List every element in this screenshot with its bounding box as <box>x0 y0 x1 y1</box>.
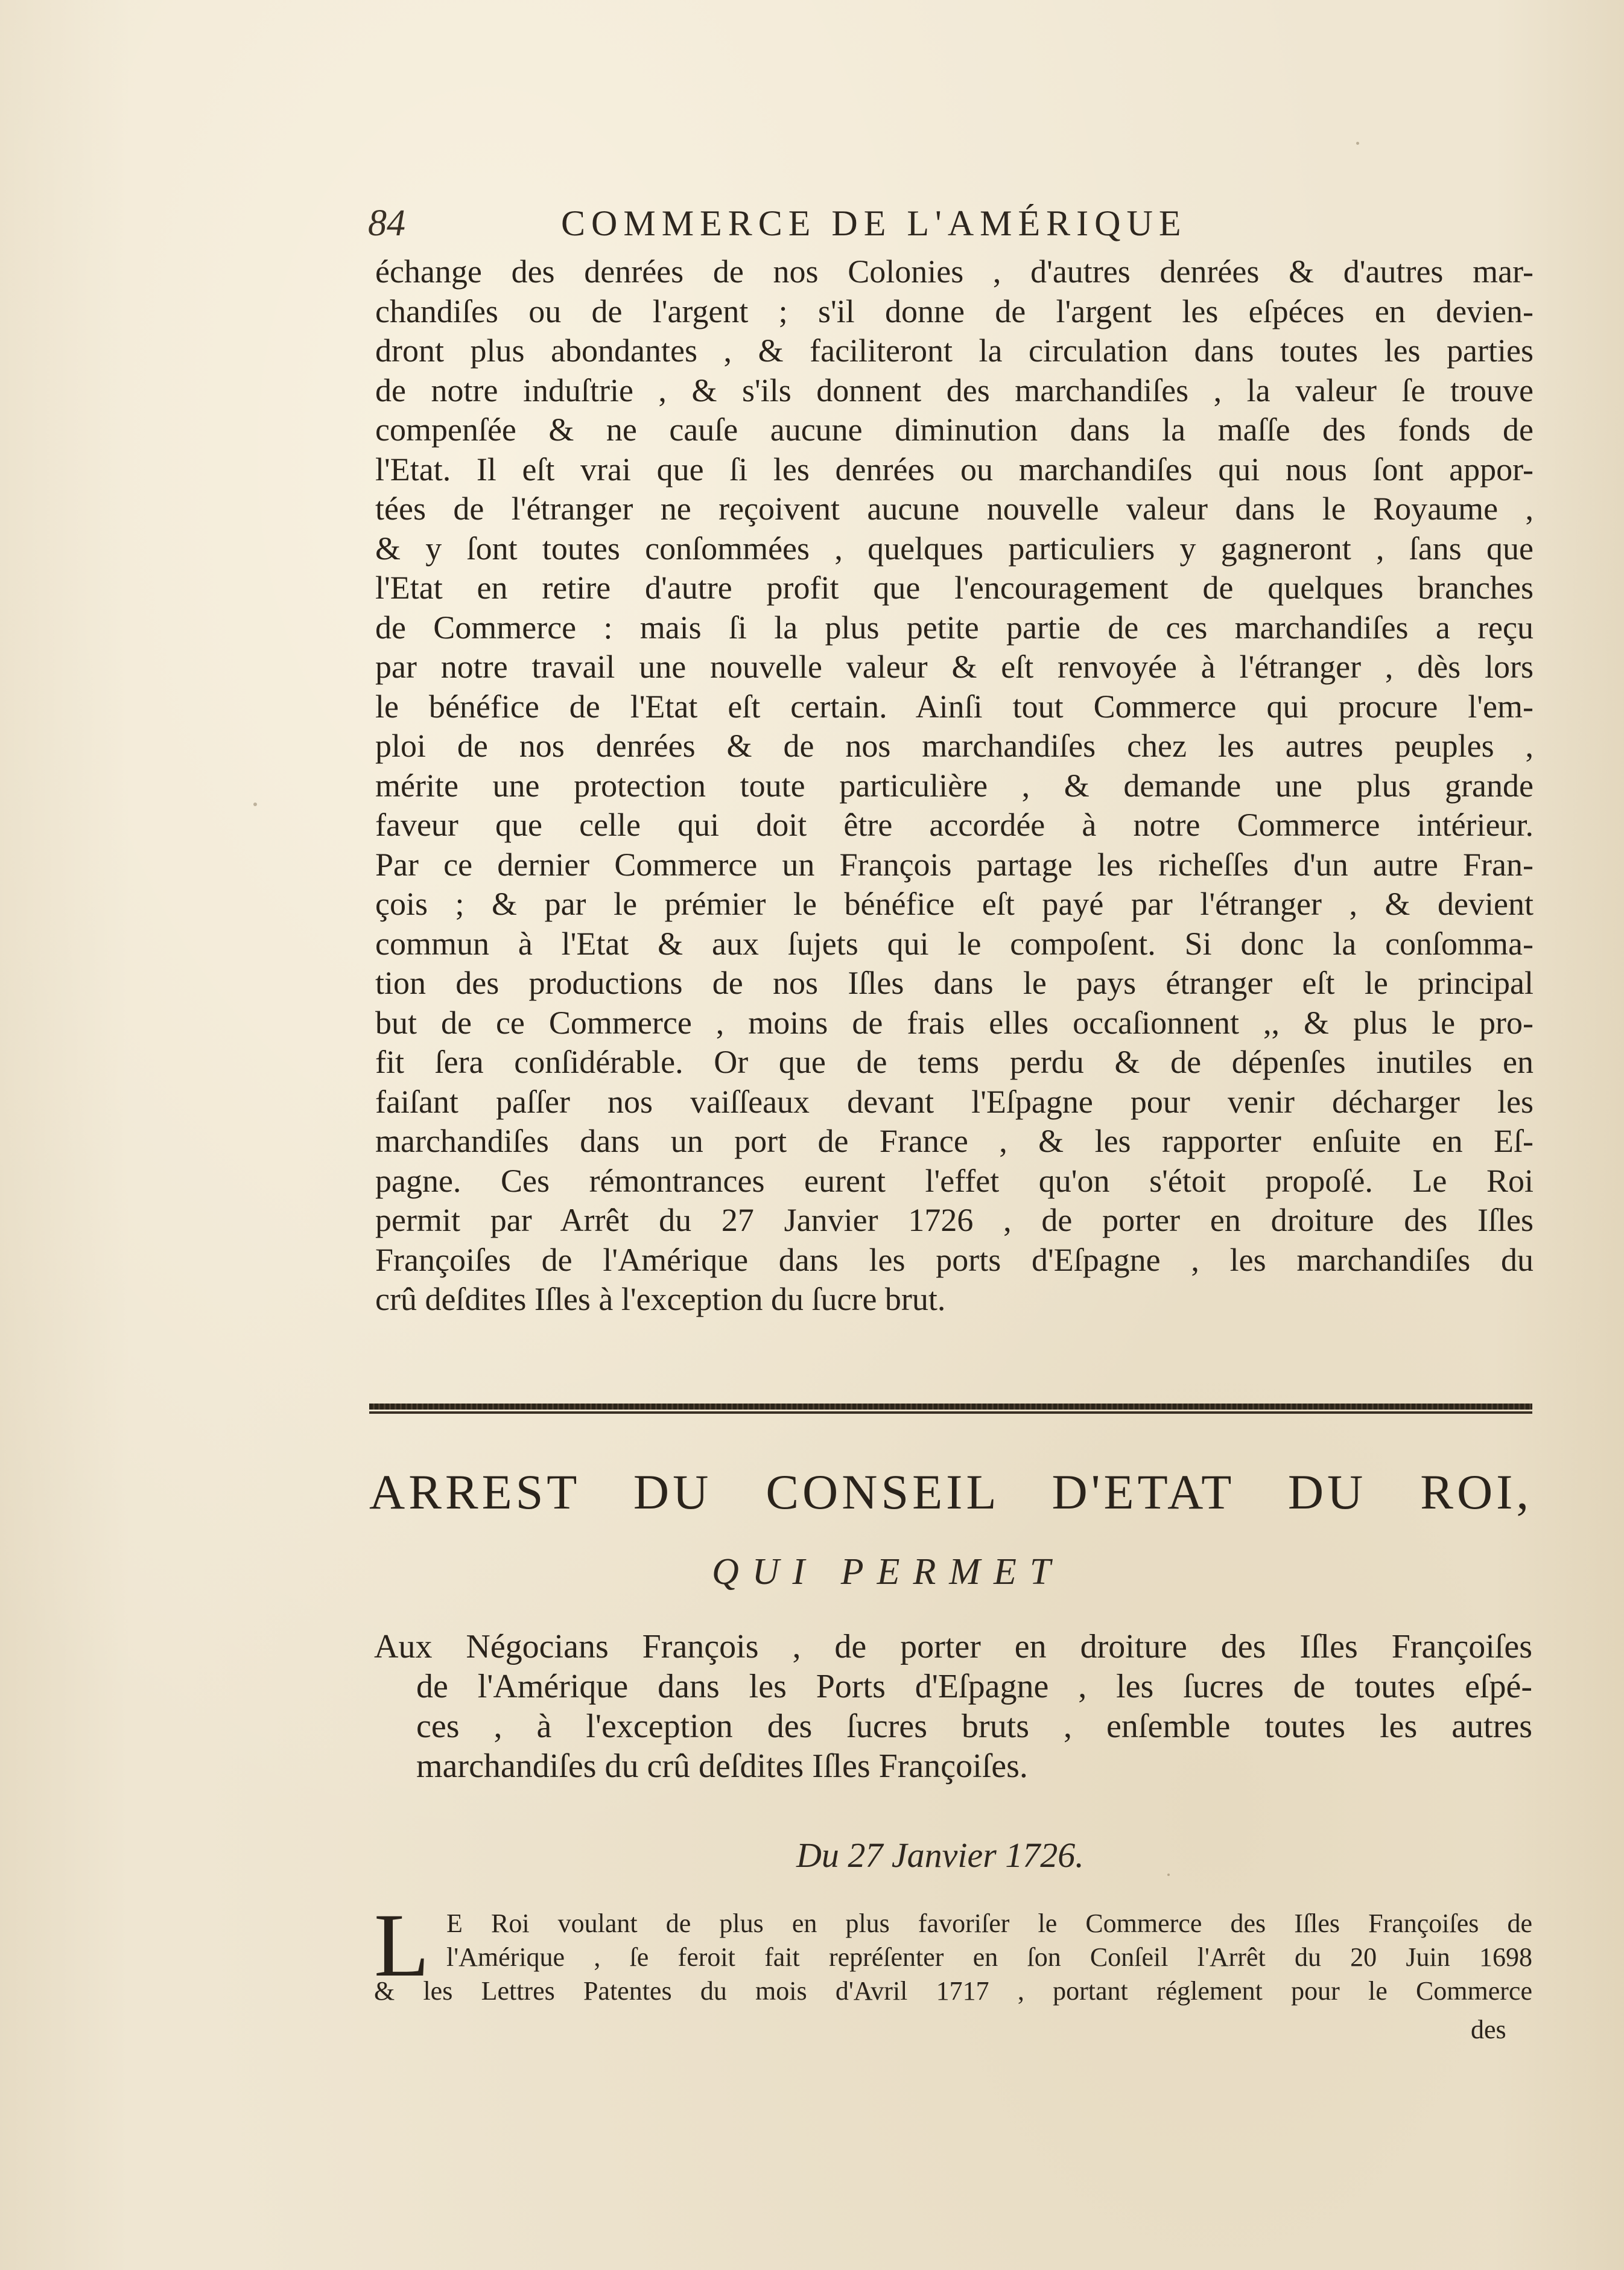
body-line: chandiſes ou de l'argent ; s'il donne de l'argent les eſpéces en devien- <box>375 293 1534 329</box>
decree-opening <box>374 1895 1532 2052</box>
body-line: faiſant paſſer nos vaiſſeaux devant l'Eſpagne pour venir décharger les <box>375 1083 1534 1120</box>
paper-speck <box>253 803 257 806</box>
running-head <box>368 199 1345 247</box>
body-line: dront plus abondantes , & faciliteront la circulation dans toutes les parties <box>375 332 1534 369</box>
paper-speck <box>1167 1874 1170 1876</box>
decree-line: E Roi voulant de plus en plus favoriſer le Commerce des Iſles Françoiſes de <box>446 1909 1532 1938</box>
body-line: fit ſera conſidérable. Or que de tems perdu & de dépenſes inutiles en <box>375 1044 1534 1080</box>
body-line: pagne. Ces rémontrances eurent l'effet qu'on s'étoit propoſé. Le Roi <box>375 1162 1534 1199</box>
drop-cap: L <box>374 1895 430 1995</box>
body-line: but de ce Commerce , moins de frais elles occaſionnent ,, & plus le pro- <box>375 1004 1534 1041</box>
body-line: faveur que celle qui doit être accordée à notre Commerce intérieur. <box>375 807 1534 843</box>
body-line: crû deſdites Iſles à l'exception du ſucre brut. <box>375 1281 946 1317</box>
running-title: COMMERCE DE L'AMÉRIQUE <box>561 203 1187 243</box>
body-line: tées de l'étranger ne reçoivent aucune nouvelle valeur dans le Royaume , <box>375 491 1534 527</box>
body-line: mérite une protection toute particulière , & demande une plus grande <box>375 767 1534 804</box>
body-line: ploi de nos denrées & de nos marchandiſes chez les autres peuples , <box>375 728 1534 764</box>
body-line: le bénéfice de l'Etat eſt certain. Ainſi tout Commerce qui procure l'em- <box>375 688 1534 725</box>
body-line: l'Etat. Il eſt vrai que ſi les denrées ou marchandiſes qui nous ſont appor- <box>375 451 1534 488</box>
body-line: l'Etat en retire d'autre profit que l'encouragement de quelques branches <box>375 570 1534 606</box>
decree-line: l'Amérique , ſe feroit fait repréſenter en ſon Conſeil l'Arrêt du 20 Juin 1698 <box>446 1942 1532 1972</box>
arrest-title: ARREST DU CONSEIL D'ETAT DU ROI, <box>369 1464 1532 1519</box>
rule-thick <box>369 1404 1532 1410</box>
description-line: marchandiſes du crû deſdites Iſles Françoiſes. <box>416 1747 1028 1785</box>
page-number: 84 <box>368 203 405 244</box>
description-line: de l'Amérique dans les Ports d'Eſpagne , les ſucres de toutes eſpé- <box>416 1668 1532 1705</box>
body-text <box>375 252 1534 1320</box>
body-line: permit par Arrêt du 27 Janvier 1726 , de porter en droiture des Iſles <box>375 1202 1534 1238</box>
arrest-subtitle: QUI PERMET <box>712 1551 1064 1592</box>
body-line: de Commerce : mais ſi la plus petite partie de ces marchandiſes a reçu <box>375 609 1534 646</box>
description-line: ces , à l'exception des ſucres bruts , enſemble toutes les autres <box>416 1708 1532 1745</box>
body-line: par notre travail une nouvelle valeur & eſt renvoyée à l'étranger , dès lors <box>375 649 1534 685</box>
body-line: Par ce dernier Commerce un François partage les richeſſes d'un autre Fran- <box>375 846 1534 883</box>
description-line: Aux Négocians François , de porter en droiture des Iſles Françoiſes <box>374 1628 1532 1665</box>
body-line: Françoiſes de l'Amérique dans les ports d'Eſpagne , les marchandiſes du <box>375 1241 1534 1278</box>
body-line: çois ; & par le prémier le bénéfice eſt payé par l'étranger , & devient <box>375 886 1534 922</box>
body-line: tion des productions de nos Iſles dans le pays étranger eſt le principal <box>375 965 1534 1001</box>
body-line: commun à l'Etat & aux ſujets qui le compoſent. Si donc la conſomma- <box>375 925 1534 962</box>
arrest-description <box>374 1627 1532 1786</box>
decree-lines <box>374 1895 1532 2008</box>
body-line: compenſée & ne cauſe aucune diminution dans la maſſe des fonds de <box>375 412 1534 448</box>
catchword: des <box>1471 2015 1506 2044</box>
section-rule <box>369 1404 1532 1414</box>
body-line: de notre induſtrie , & s'ils donnent des marchandiſes , la valeur ſe trouve <box>375 372 1534 409</box>
decree-line: & les Lettres Patentes du mois d'Avril 1717 , portant réglement pour le Commerce <box>374 1976 1532 2006</box>
body-line: échange des denrées de nos Colonies , d'autres denrées & d'autres mar- <box>375 253 1534 290</box>
body-line: marchandiſes dans un port de France , & les rapporter enſuite en Eſ- <box>375 1123 1534 1159</box>
rule-thin <box>369 1411 1532 1414</box>
paper-speck <box>1356 142 1359 145</box>
decree-date: Du 27 Janvier 1726. <box>796 1836 1084 1875</box>
body-line: & y ſont toutes conſommées , quelques particuliers y gagneront , ſans que <box>375 530 1534 567</box>
